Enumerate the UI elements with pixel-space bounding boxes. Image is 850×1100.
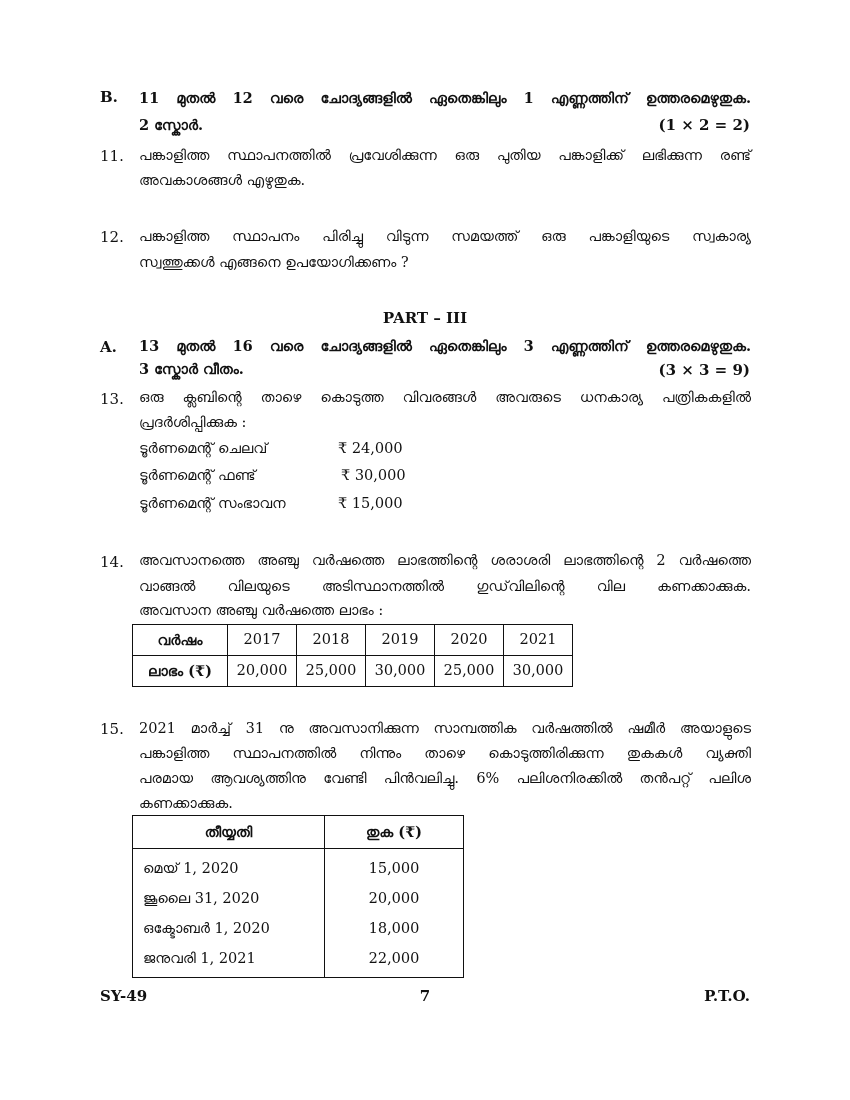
table-cell-year: 2020 [435,625,504,656]
table-header-amount: തുക (₹) [325,816,464,849]
section-b-letter: B. [100,88,118,106]
q15-line1: 2021 മാർച്ച് 31 നു അവസാനിക്കുന്ന സാമ്പത്തിക വർഷത്തിൽ ഷമീർ അയാളുടെ [139,721,751,737]
table-cell-date: മെയ് 1, 2020 [133,849,325,885]
table-row [133,914,464,944]
table-cell-profit: 20,000 [228,656,297,687]
table-cell-profit: 30,000 [504,656,573,687]
table-row [133,816,464,849]
q13-item-value: ₹ 30,000 [341,468,406,484]
table-cell-amount: 18,000 [325,914,464,944]
table-row [133,849,464,885]
section-a-instruction: 13 മുതൽ 16 വരെ ചോദ്യങ്ങളിൽ ഏതെങ്കിലും 3 എണ്ണത്തിന് ഉത്തരമെഴുതുക. [139,338,751,355]
table-header-year: വർഷം [133,625,228,656]
q11-number: 11. [100,147,124,165]
table-cell-profit: 25,000 [297,656,366,687]
q13-item-label: ടൂർണമെന്റ് ഫണ്ട് [139,468,256,484]
q15-withdrawal-table [132,815,464,978]
table-header-profit: ലാഭം (₹) [133,656,228,687]
q15-line3: പരമായ ആവശ്യത്തിനു വേണ്ടി പിൻവലിച്ചു. 6% പലിശനിരക്കിൽ തൻപറ്റ് പലിശ [139,771,751,787]
table-row [133,625,573,656]
q13-item-label: ടൂർണമെന്റ് സംഭാവന [139,496,286,512]
section-a-marks-total: (3 × 3 = 9) [658,361,750,379]
section-a-letter: A. [100,338,117,356]
table-cell-year: 2018 [297,625,366,656]
footer-page-number: 7 [419,987,431,1005]
table-row [133,884,464,914]
table-cell-amount: 15,000 [325,849,464,885]
q13-item-value: ₹ 24,000 [338,441,403,457]
q13-line1: ഒരു ക്ലബിന്റെ താഴെ കൊടുത്ത വിവരങ്ങൾ അവരുടെ ധനകാര്യ പത്രികകളിൽ [139,390,751,406]
q11-line1: പങ്കാളിത്ത സ്ഥാപനത്തിൽ പ്രവേശിക്കുന്ന ഒരു പുതിയ പങ്കാളിക്ക് ലഭിക്കുന്ന രണ്ട് [139,148,751,164]
table-cell-amount: 22,000 [325,944,464,978]
q12-line2: സ്വത്തുക്കൾ എങ്ങനെ ഉപയോഗിക്കണം ? [139,255,409,271]
table-cell-year: 2017 [228,625,297,656]
q14-number: 14. [100,553,124,571]
q15-line2: പങ്കാളിത്ത സ്ഥാപനത്തിൽ നിന്നും താഴെ കൊടുത്തിരിക്കുന്ന തുകകൾ വ്യക്തി [139,746,751,762]
section-a-marks-note: 3 സ്കോർ വീതം. [139,361,244,378]
table-cell-amount: 20,000 [325,884,464,914]
table-cell-year: 2019 [366,625,435,656]
q14-line2: വാങ്ങൽ വിലയുടെ അടിസ്ഥാനത്തിൽ ഗുഡ്‌വിലിന്റെ വില കണക്കാക്കുക. [139,579,751,595]
q13-number: 13. [100,390,124,408]
q13-item-value: ₹ 15,000 [338,496,403,512]
table-cell-date: ജൂലൈ 31, 2020 [133,884,325,914]
part-title: PART – III [382,309,468,327]
table-cell-year: 2021 [504,625,573,656]
q15-line4: കണക്കാക്കുക. [139,796,233,812]
table-cell-date: ഒക്ടോബർ 1, 2020 [133,914,325,944]
q15-number: 15. [100,720,124,738]
footer-pto: P.T.O. [704,987,750,1005]
table-cell-profit: 25,000 [435,656,504,687]
section-b-marks-total: (1 × 2 = 2) [658,116,750,134]
q13-line2: പ്രദർശിപ്പിക്കുക : [139,415,247,431]
table-cell-date: ജനുവരി 1, 2021 [133,944,325,978]
q11-line2: അവകാശങ്ങൾ എഴുതുക. [139,173,306,189]
section-b-marks-note: 2 സ്കോർ. [139,117,204,134]
table-row [133,944,464,978]
q14-profit-table [132,624,573,687]
q12-number: 12. [100,228,124,246]
section-b-instruction: 11 മുതൽ 12 വരെ ചോദ്യങ്ങളിൽ ഏതെങ്കിലും 1 എണ്ണത്തിന് ഉത്തരമെഴുതുക. [139,90,751,107]
q14-line3: അവസാന അഞ്ചു വർഷത്തെ ലാഭം : [139,603,384,619]
footer-code: SY-49 [100,987,148,1005]
table-row [133,656,573,687]
table-cell-profit: 30,000 [366,656,435,687]
table-header-date: തീയ്യതി [133,816,325,849]
q12-line1: പങ്കാളിത്ത സ്ഥാപനം പിരിച്ചു വിടുന്ന സമയത്ത് ഒരു പങ്കാളിയുടെ സ്വകാര്യ [139,229,751,245]
q14-line1: അവസാനത്തെ അഞ്ചു വർഷത്തെ ലാഭത്തിന്റെ ശരാശരി ലാഭത്തിന്റെ 2 വർഷത്തെ [139,553,751,569]
q13-item-label: ടൂർണമെന്റ് ചെലവ് [139,441,268,457]
